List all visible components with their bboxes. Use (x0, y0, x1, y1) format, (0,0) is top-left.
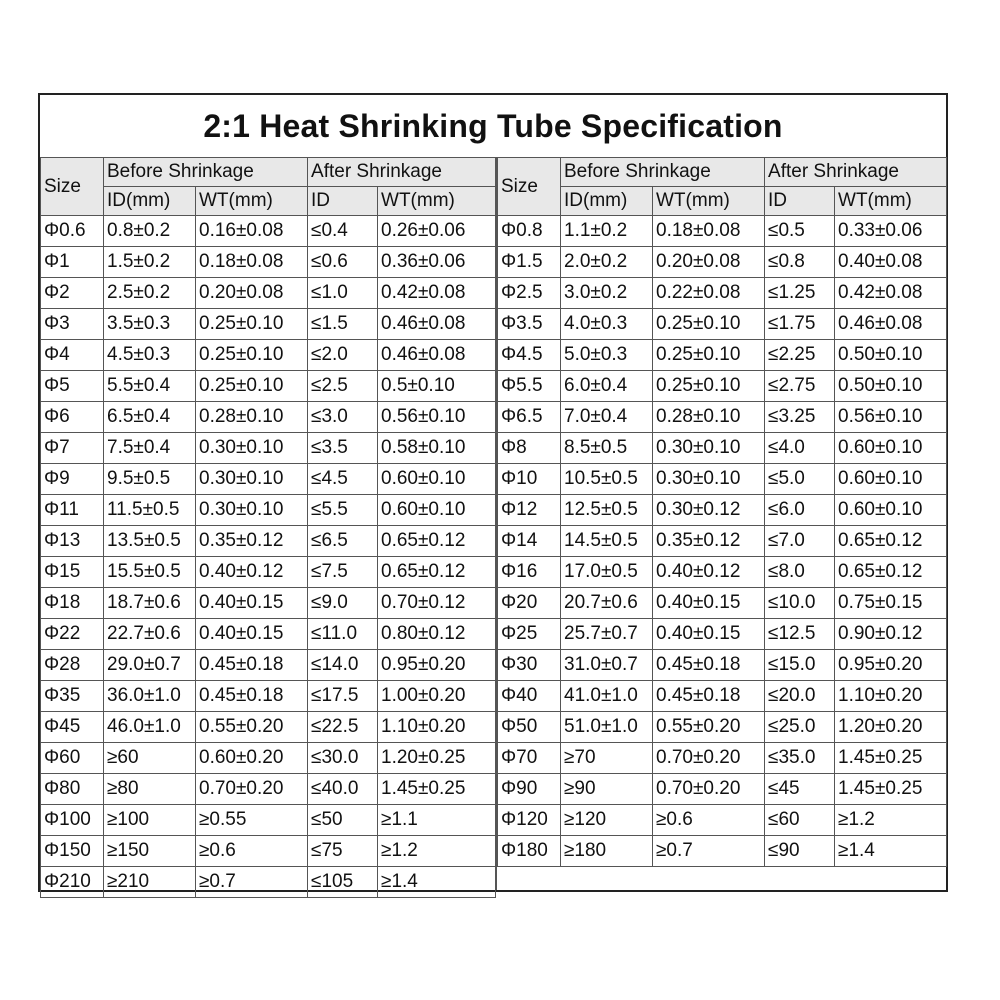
cell-before-wt: 0.55±0.20 (653, 712, 765, 743)
table-row (41, 247, 496, 278)
cell-before-id: 12.5±0.5 (561, 495, 653, 526)
cell-after-id: ≤17.5 (308, 681, 378, 712)
table-row (41, 681, 496, 712)
cell-after-id: ≤3.0 (308, 402, 378, 433)
cell-after-id: ≤60 (765, 805, 835, 836)
cell-after-wt: 0.65±0.12 (378, 557, 496, 588)
cell-after-id: ≤6.0 (765, 495, 835, 526)
cell-after-id: ≤0.6 (308, 247, 378, 278)
cell-before-wt: ≥0.55 (196, 805, 308, 836)
cell-size: Φ210 (41, 867, 104, 898)
spec-table-right (497, 157, 947, 897)
cell-size: Φ180 (498, 836, 561, 867)
table-row (41, 526, 496, 557)
cell-after-id: ≤1.75 (765, 309, 835, 340)
table-row (498, 433, 947, 464)
cell-before-wt: 0.45±0.18 (653, 650, 765, 681)
cell-before-id: ≥120 (561, 805, 653, 836)
cell-after-id: ≤2.75 (765, 371, 835, 402)
cell-after-id: ≤11.0 (308, 619, 378, 650)
cell-after-id: ≤4.0 (765, 433, 835, 464)
cell-after-wt: 0.40±0.08 (835, 247, 947, 278)
cell-after-wt: 0.80±0.12 (378, 619, 496, 650)
cell-before-wt: 0.70±0.20 (653, 743, 765, 774)
cell-after-wt: 0.75±0.15 (835, 588, 947, 619)
cell-size: Φ14 (498, 526, 561, 557)
cell-before-wt: 0.20±0.08 (196, 278, 308, 309)
cell-before-wt: ≥0.6 (653, 805, 765, 836)
cell-before-id: ≥60 (104, 743, 196, 774)
header-before-shrinkage: Before Shrinkage (561, 158, 765, 187)
cell-before-id: 14.5±0.5 (561, 526, 653, 557)
cell-before-wt: 0.45±0.18 (653, 681, 765, 712)
cell-after-id: ≤30.0 (308, 743, 378, 774)
cell-before-wt: 0.25±0.10 (196, 371, 308, 402)
cell-before-id: 7.5±0.4 (104, 433, 196, 464)
cell-after-wt: 0.65±0.12 (835, 526, 947, 557)
cell-after-id: ≤75 (308, 836, 378, 867)
table-row (41, 495, 496, 526)
cell-size: Φ10 (498, 464, 561, 495)
cell-before-wt: 0.30±0.10 (653, 464, 765, 495)
cell-after-id: ≤15.0 (765, 650, 835, 681)
cell-after-id: ≤1.5 (308, 309, 378, 340)
cell-before-wt: 0.25±0.10 (196, 340, 308, 371)
table-row (498, 805, 947, 836)
empty-row (498, 867, 947, 898)
cell-before-id: 5.0±0.3 (561, 340, 653, 371)
cell-before-id: 5.5±0.4 (104, 371, 196, 402)
cell-after-wt: ≥1.4 (378, 867, 496, 898)
cell-before-wt: 0.55±0.20 (196, 712, 308, 743)
cell-before-id: 6.0±0.4 (561, 371, 653, 402)
cell-size: Φ8 (498, 433, 561, 464)
table-row (41, 867, 496, 898)
cell-before-wt: ≥0.7 (196, 867, 308, 898)
cell-before-id: 29.0±0.7 (104, 650, 196, 681)
header-after-shrinkage: After Shrinkage (765, 158, 947, 187)
cell-after-wt: 0.46±0.08 (378, 340, 496, 371)
cell-before-wt: 0.25±0.10 (653, 371, 765, 402)
page-title: 2:1 Heat Shrinking Tube Specification (203, 107, 783, 144)
cell-after-wt: 0.60±0.10 (378, 495, 496, 526)
cell-after-id: ≤14.0 (308, 650, 378, 681)
table-row (498, 495, 947, 526)
cell-size: Φ150 (41, 836, 104, 867)
cell-size: Φ7 (41, 433, 104, 464)
table-row (498, 588, 947, 619)
cell-before-wt: 0.25±0.10 (653, 340, 765, 371)
cell-before-id: 10.5±0.5 (561, 464, 653, 495)
cell-size: Φ9 (41, 464, 104, 495)
cell-size: Φ120 (498, 805, 561, 836)
cell-before-id: 18.7±0.6 (104, 588, 196, 619)
cell-before-wt: 0.40±0.15 (653, 588, 765, 619)
table-row (498, 774, 947, 805)
cell-after-wt: 1.20±0.25 (378, 743, 496, 774)
cell-after-wt: ≥1.2 (378, 836, 496, 867)
header-before-shrinkage: Before Shrinkage (104, 158, 308, 187)
cell-after-wt: 0.65±0.12 (835, 557, 947, 588)
table-row (41, 402, 496, 433)
cell-size: Φ50 (498, 712, 561, 743)
cell-before-wt: 0.22±0.08 (653, 278, 765, 309)
cell-after-wt: 0.36±0.06 (378, 247, 496, 278)
table-body-right (498, 216, 947, 898)
table-row (498, 371, 947, 402)
cell-size: Φ6.5 (498, 402, 561, 433)
cell-before-id: 3.5±0.3 (104, 309, 196, 340)
header-after-id: ID (308, 187, 378, 216)
cell-size: Φ30 (498, 650, 561, 681)
table-row (498, 836, 947, 867)
cell-after-wt: 0.33±0.06 (835, 216, 947, 247)
cell-size: Φ60 (41, 743, 104, 774)
cell-size: Φ12 (498, 495, 561, 526)
cell-before-id: 0.8±0.2 (104, 216, 196, 247)
cell-after-wt: 1.45±0.25 (378, 774, 496, 805)
cell-before-id: 2.5±0.2 (104, 278, 196, 309)
cell-after-id: ≤90 (765, 836, 835, 867)
header-after-id: ID (765, 187, 835, 216)
cell-after-wt: 0.95±0.20 (835, 650, 947, 681)
cell-size: Φ3 (41, 309, 104, 340)
cell-after-id: ≤2.25 (765, 340, 835, 371)
header-before-wt: WT(mm) (653, 187, 765, 216)
cell-size: Φ5 (41, 371, 104, 402)
cell-before-wt: 0.28±0.10 (196, 402, 308, 433)
cell-after-id: ≤2.5 (308, 371, 378, 402)
cell-before-id: 4.0±0.3 (561, 309, 653, 340)
cell-after-wt: 0.50±0.10 (835, 371, 947, 402)
cell-size: Φ4.5 (498, 340, 561, 371)
table-row (41, 836, 496, 867)
cell-after-wt: 0.46±0.08 (835, 309, 947, 340)
cell-before-id: 3.0±0.2 (561, 278, 653, 309)
header-after-wt: WT(mm) (378, 187, 496, 216)
cell-before-id: 11.5±0.5 (104, 495, 196, 526)
table-row (41, 650, 496, 681)
table-row (41, 743, 496, 774)
table-row (498, 402, 947, 433)
cell-after-wt: 0.60±0.10 (378, 464, 496, 495)
cell-before-id: ≥210 (104, 867, 196, 898)
cell-after-id: ≤40.0 (308, 774, 378, 805)
table-row (41, 371, 496, 402)
cell-after-wt: 0.56±0.10 (835, 402, 947, 433)
cell-after-id: ≤25.0 (765, 712, 835, 743)
cell-size: Φ2.5 (498, 278, 561, 309)
cell-after-id: ≤5.5 (308, 495, 378, 526)
cell-size: Φ1 (41, 247, 104, 278)
cell-size: Φ11 (41, 495, 104, 526)
cell-before-wt: 0.18±0.08 (653, 216, 765, 247)
cell-before-wt: 0.18±0.08 (196, 247, 308, 278)
cell-before-id: ≥180 (561, 836, 653, 867)
cell-size: Φ40 (498, 681, 561, 712)
cell-after-id: ≤4.5 (308, 464, 378, 495)
cell-size: Φ4 (41, 340, 104, 371)
cell-after-wt: 0.50±0.10 (835, 340, 947, 371)
table-row (498, 619, 947, 650)
cell-after-wt: 1.00±0.20 (378, 681, 496, 712)
table-row (41, 619, 496, 650)
table-row (41, 309, 496, 340)
cell-after-wt: 0.46±0.08 (378, 309, 496, 340)
cell-before-wt: 0.25±0.10 (196, 309, 308, 340)
cell-after-id: ≤9.0 (308, 588, 378, 619)
cell-size: Φ6 (41, 402, 104, 433)
table-row (498, 340, 947, 371)
cell-before-wt: ≥0.7 (653, 836, 765, 867)
cell-after-id: ≤1.25 (765, 278, 835, 309)
table-row (498, 216, 947, 247)
table-row (41, 774, 496, 805)
table-row (41, 216, 496, 247)
cell-before-id: 36.0±1.0 (104, 681, 196, 712)
cell-after-id: ≤0.8 (765, 247, 835, 278)
cell-after-wt: ≥1.4 (835, 836, 947, 867)
cell-after-wt: ≥1.2 (835, 805, 947, 836)
cell-after-wt: 0.42±0.08 (378, 278, 496, 309)
cell-after-wt: 0.95±0.20 (378, 650, 496, 681)
table-row (498, 247, 947, 278)
cell-after-id: ≤2.0 (308, 340, 378, 371)
cell-after-wt: 1.10±0.20 (835, 681, 947, 712)
cell-before-wt: 0.40±0.15 (196, 588, 308, 619)
cell-before-wt: 0.70±0.20 (196, 774, 308, 805)
cell-size: Φ13 (41, 526, 104, 557)
cell-size: Φ0.6 (41, 216, 104, 247)
cell-before-wt: 0.25±0.10 (653, 309, 765, 340)
cell-before-id: 4.5±0.3 (104, 340, 196, 371)
table-row (498, 557, 947, 588)
table-row (498, 526, 947, 557)
cell-size: Φ45 (41, 712, 104, 743)
cell-after-wt: 0.65±0.12 (378, 526, 496, 557)
cell-size: Φ28 (41, 650, 104, 681)
header-size: Size (41, 158, 104, 216)
cell-before-wt: 0.28±0.10 (653, 402, 765, 433)
cell-after-wt: 0.42±0.08 (835, 278, 947, 309)
cell-after-wt: 0.58±0.10 (378, 433, 496, 464)
table-row (41, 433, 496, 464)
cell-after-wt: 0.70±0.12 (378, 588, 496, 619)
cell-before-wt: 0.40±0.15 (653, 619, 765, 650)
cell-before-wt: 0.70±0.20 (653, 774, 765, 805)
cell-before-wt: 0.30±0.10 (653, 433, 765, 464)
cell-before-id: 15.5±0.5 (104, 557, 196, 588)
table-row (41, 712, 496, 743)
cell-size: Φ35 (41, 681, 104, 712)
cell-before-id: 2.0±0.2 (561, 247, 653, 278)
table-row (498, 743, 947, 774)
cell-after-id: ≤7.0 (765, 526, 835, 557)
cell-before-wt: 0.35±0.12 (653, 526, 765, 557)
cell-size: Φ80 (41, 774, 104, 805)
table-body-left (41, 216, 496, 898)
cell-before-wt: 0.30±0.10 (196, 495, 308, 526)
cell-before-wt: 0.40±0.12 (653, 557, 765, 588)
cell-before-wt: 0.40±0.12 (196, 557, 308, 588)
cell-after-wt: 0.5±0.10 (378, 371, 496, 402)
table-row (41, 805, 496, 836)
cell-after-wt: 0.56±0.10 (378, 402, 496, 433)
header-after-wt: WT(mm) (835, 187, 947, 216)
table-row (498, 278, 947, 309)
cell-after-id: ≤20.0 (765, 681, 835, 712)
cell-after-wt: 1.10±0.20 (378, 712, 496, 743)
cell-before-id: ≥150 (104, 836, 196, 867)
cell-after-id: ≤0.5 (765, 216, 835, 247)
cell-size: Φ100 (41, 805, 104, 836)
cell-before-id: ≥80 (104, 774, 196, 805)
cell-before-id: 13.5±0.5 (104, 526, 196, 557)
table-row (498, 681, 947, 712)
cell-after-wt: 1.45±0.25 (835, 743, 947, 774)
cell-size: Φ90 (498, 774, 561, 805)
table-row (41, 278, 496, 309)
cell-before-id: ≥70 (561, 743, 653, 774)
cell-after-id: ≤10.0 (765, 588, 835, 619)
table-row (498, 712, 947, 743)
cell-after-wt: ≥1.1 (378, 805, 496, 836)
cell-after-id: ≤50 (308, 805, 378, 836)
cell-after-id: ≤1.0 (308, 278, 378, 309)
cell-before-id: 9.5±0.5 (104, 464, 196, 495)
cell-before-wt: 0.40±0.15 (196, 619, 308, 650)
cell-size: Φ18 (41, 588, 104, 619)
cell-after-id: ≤45 (765, 774, 835, 805)
cell-before-id: 1.1±0.2 (561, 216, 653, 247)
cell-before-id: 31.0±0.7 (561, 650, 653, 681)
header-before-id: ID(mm) (104, 187, 196, 216)
cell-before-id: ≥100 (104, 805, 196, 836)
cell-before-wt: 0.30±0.10 (196, 464, 308, 495)
cell-after-id: ≤7.5 (308, 557, 378, 588)
cell-size: Φ20 (498, 588, 561, 619)
cell-after-wt: 0.26±0.06 (378, 216, 496, 247)
header-before-wt: WT(mm) (196, 187, 308, 216)
spec-table-left (40, 157, 496, 898)
cell-before-wt: 0.45±0.18 (196, 650, 308, 681)
cell-after-id: ≤105 (308, 867, 378, 898)
cell-before-wt: 0.30±0.12 (653, 495, 765, 526)
cell-before-id: 8.5±0.5 (561, 433, 653, 464)
cell-before-id: 6.5±0.4 (104, 402, 196, 433)
cell-before-wt: 0.16±0.08 (196, 216, 308, 247)
cell-after-wt: 0.60±0.10 (835, 464, 947, 495)
cell-before-id: 17.0±0.5 (561, 557, 653, 588)
cell-size: Φ25 (498, 619, 561, 650)
cell-before-wt: 0.20±0.08 (653, 247, 765, 278)
table-row (41, 557, 496, 588)
cell-before-wt: 0.30±0.10 (196, 433, 308, 464)
cell-before-id: 22.7±0.6 (104, 619, 196, 650)
cell-size: Φ5.5 (498, 371, 561, 402)
cell-before-id: 25.7±0.7 (561, 619, 653, 650)
cell-before-id: 41.0±1.0 (561, 681, 653, 712)
empty-cell (498, 867, 947, 898)
cell-after-id: ≤8.0 (765, 557, 835, 588)
cell-after-id: ≤12.5 (765, 619, 835, 650)
table-row (498, 464, 947, 495)
table-row (41, 340, 496, 371)
spec-sheet (38, 93, 948, 892)
cell-after-id: ≤3.5 (308, 433, 378, 464)
header-after-shrinkage: After Shrinkage (308, 158, 496, 187)
cell-before-id: 1.5±0.2 (104, 247, 196, 278)
cell-size: Φ2 (41, 278, 104, 309)
header-before-id: ID(mm) (561, 187, 653, 216)
cell-size: Φ16 (498, 557, 561, 588)
cell-before-wt: 0.45±0.18 (196, 681, 308, 712)
table-row (498, 309, 947, 340)
cell-before-wt: ≥0.6 (196, 836, 308, 867)
cell-before-wt: 0.35±0.12 (196, 526, 308, 557)
cell-after-wt: 0.60±0.10 (835, 495, 947, 526)
cell-after-id: ≤3.25 (765, 402, 835, 433)
cell-after-wt: 1.20±0.20 (835, 712, 947, 743)
cell-before-wt: 0.60±0.20 (196, 743, 308, 774)
cell-before-id: 46.0±1.0 (104, 712, 196, 743)
cell-size: Φ70 (498, 743, 561, 774)
cell-size: Φ1.5 (498, 247, 561, 278)
cell-after-wt: 1.45±0.25 (835, 774, 947, 805)
cell-after-id: ≤0.4 (308, 216, 378, 247)
table-row (498, 650, 947, 681)
cell-before-id: 7.0±0.4 (561, 402, 653, 433)
table-row (41, 464, 496, 495)
cell-after-id: ≤5.0 (765, 464, 835, 495)
cell-after-id: ≤35.0 (765, 743, 835, 774)
cell-after-wt: 0.60±0.10 (835, 433, 947, 464)
cell-size: Φ3.5 (498, 309, 561, 340)
cell-before-id: 20.7±0.6 (561, 588, 653, 619)
cell-after-id: ≤22.5 (308, 712, 378, 743)
cell-after-id: ≤6.5 (308, 526, 378, 557)
cell-size: Φ22 (41, 619, 104, 650)
cell-before-id: 51.0±1.0 (561, 712, 653, 743)
cell-after-wt: 0.90±0.12 (835, 619, 947, 650)
cell-size: Φ15 (41, 557, 104, 588)
cell-size: Φ0.8 (498, 216, 561, 247)
header-size: Size (498, 158, 561, 216)
table-row (41, 588, 496, 619)
cell-before-id: ≥90 (561, 774, 653, 805)
